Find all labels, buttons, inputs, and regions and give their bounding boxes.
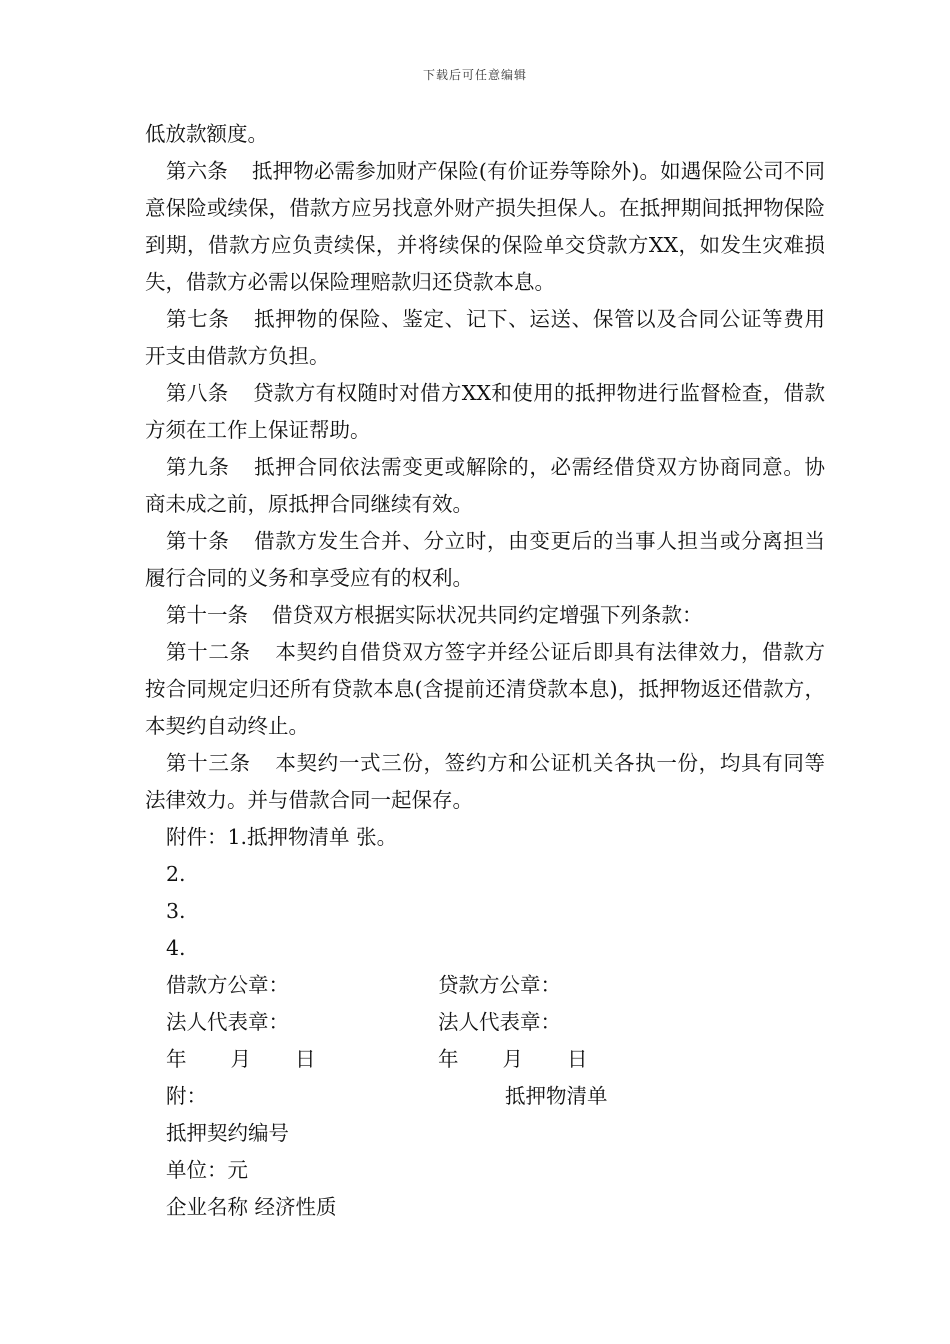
company-fields-label: 企业名称 经济性质 bbox=[166, 1195, 337, 1219]
borrower-date-day: 日 bbox=[295, 1047, 316, 1071]
article-10-body: 借款方发生合并、分立时，由变更后的当事人担当或分离担当履行合同的义务和享受应有的权利。 bbox=[145, 529, 825, 590]
borrower-date-year: 年 bbox=[166, 1047, 187, 1071]
article-7-body: 抵押物的保险、鉴定、记下、运送、保管以及合同公证等费用开支由借款方负担。 bbox=[145, 307, 825, 368]
borrower-date-month: 月 bbox=[230, 1047, 251, 1071]
unit-label: 单位：元 bbox=[166, 1158, 248, 1182]
article-9-body: 抵押合同依法需变更或解除的，必需经借贷双方协商同意。协商未成之前，原抵押合同继续有效。 bbox=[145, 455, 825, 516]
article-12-title: 第十二条 bbox=[166, 640, 251, 664]
attachment-item-1: 附件：1.抵押物清单 张。 bbox=[166, 825, 398, 849]
attachment-item-3: 3. bbox=[166, 899, 186, 923]
appendix-label: 附： bbox=[166, 1084, 207, 1108]
seal-row bbox=[145, 967, 825, 1004]
article-13-body: 本契约一式三份，签约方和公证机关各执一份，均具有同等法律效力。并与借款合同一起保存。 bbox=[145, 751, 826, 812]
page-header: 下载后可任意编辑 bbox=[422, 68, 527, 82]
attachment-item-2: 2. bbox=[166, 862, 186, 886]
article-7 bbox=[145, 301, 825, 375]
appendix-row bbox=[145, 1078, 825, 1115]
borrower-rep-label: 法人代表章： bbox=[166, 1010, 289, 1034]
article-10-title: 第十条 bbox=[166, 529, 230, 553]
lender-date bbox=[438, 1041, 588, 1078]
lender-date-year: 年 bbox=[438, 1047, 459, 1071]
article-6-title: 第六条 bbox=[166, 159, 228, 183]
lender-seal-label: 贷款方公章： bbox=[438, 973, 561, 997]
article-9 bbox=[145, 449, 825, 523]
article-13-title: 第十三条 bbox=[166, 751, 251, 775]
article-6-body: 抵押物必需参加财产保险(有价证券等除外)。如遇保险公司不同意保险或续保，借款方应另找意外财产损失担保人。在抵押期间抵押物保险到期，借款方应负责续保，并将续保的保险单交贷款方XX，如发生灾难损失，借款方必需以保险理赔款归还贷款本息。 bbox=[145, 159, 825, 294]
collateral-list-title: 抵押物清单 bbox=[505, 1084, 608, 1108]
lender-date-month: 月 bbox=[502, 1047, 523, 1071]
article-8-body: 贷款方有权随时对借方XX和使用的抵押物进行监督检查，借款方须在工作上保证帮助。 bbox=[145, 381, 826, 442]
representative-row bbox=[145, 1004, 825, 1041]
article-9-title: 第九条 bbox=[166, 455, 230, 479]
contract-number-label: 抵押契约编号 bbox=[166, 1121, 289, 1145]
article-8-title: 第八条 bbox=[166, 381, 229, 405]
article-12 bbox=[145, 634, 825, 745]
borrower-seal-label: 借款方公章： bbox=[166, 973, 289, 997]
lender-date-day: 日 bbox=[567, 1047, 588, 1071]
article-7-title: 第七条 bbox=[166, 307, 230, 331]
article-12-body: 本契约自借贷双方签字并经公证后即具有法律效力，借款方按合同规定归还所有贷款本息(含提前还清贷款本息)，抵押物返还借款方，本契约自动终止。 bbox=[145, 640, 826, 738]
article-10 bbox=[145, 523, 825, 597]
article-13 bbox=[145, 745, 825, 819]
article-11-body: 借贷双方根据实际状况共同约定增强下列条款： bbox=[272, 603, 703, 627]
article-6 bbox=[145, 153, 825, 301]
intro-text: 低放款额度。 bbox=[145, 122, 268, 146]
article-8 bbox=[145, 375, 825, 449]
attachment-item-4: 4. bbox=[166, 936, 186, 960]
lender-rep-label: 法人代表章： bbox=[438, 1010, 561, 1034]
document-body bbox=[145, 116, 825, 1226]
article-11-title: 第十一条 bbox=[166, 603, 248, 627]
article-11 bbox=[145, 597, 825, 634]
date-row bbox=[145, 1041, 825, 1078]
